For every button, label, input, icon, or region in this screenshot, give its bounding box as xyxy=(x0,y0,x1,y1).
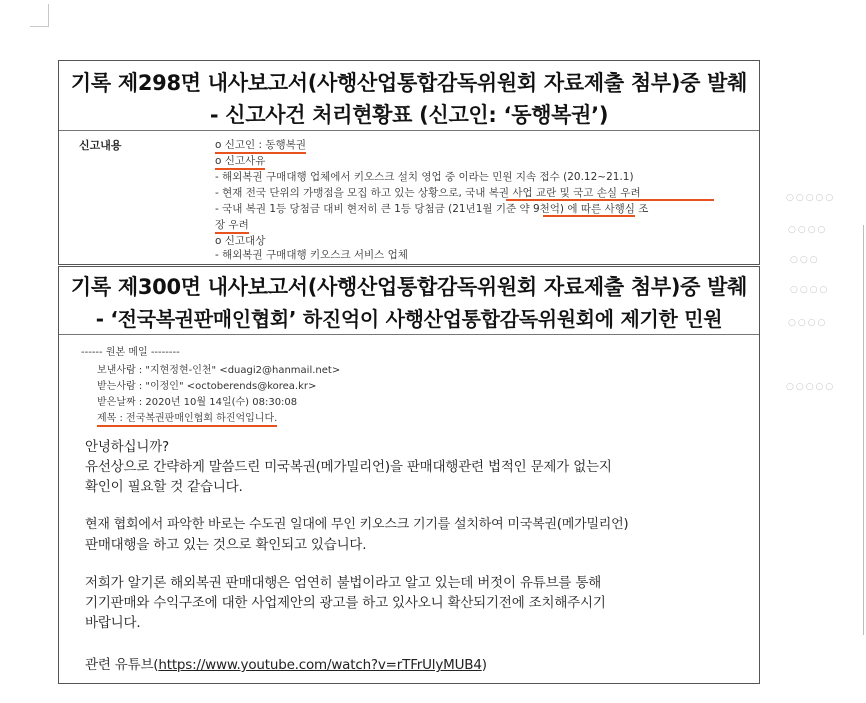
email-original-header: ------ 원본 메일 -------- xyxy=(81,347,180,358)
record-298-subtitle: - 신고사건 처리현황표 (신고인: ‘동행복권’) xyxy=(209,103,609,127)
report-line-8: - 해외복권 구매대행 키오스크 서비스 업체 xyxy=(215,249,408,261)
record-300-box xyxy=(58,266,760,684)
highlight-underline xyxy=(506,199,714,201)
scan-dots: ○○○ xyxy=(790,255,820,265)
divider xyxy=(59,334,759,335)
report-line-5: - 국내 복권 1등 당첨금 대비 현저히 큰 1등 당첨금 (21년1월 기준 약 9천억) 에 따른 사행심 조 xyxy=(215,203,649,215)
report-line-7: o 신고대상 xyxy=(215,235,266,247)
email-body-line: 안녕하십니까? xyxy=(85,439,170,455)
report-line-6: 장 우려 xyxy=(215,217,249,232)
email-body-line: 바랍니다. xyxy=(85,615,141,631)
email-from: 보낸사람 : "지현정현-인천" <duagi2@hanmail.net> xyxy=(97,365,341,376)
record-300-title: 기록 제300면 내사보고서(사행산업통합감독위원회 자료제출 첨부)중 발췌 xyxy=(70,275,748,299)
record-300-subtitle: - ‘전국복권판매인협회’ 하진억이 사행산업통합감독위원회에 제기한 민원 xyxy=(95,307,723,331)
highlight-underline xyxy=(543,215,635,217)
record-298-title: 기록 제298면 내사보고서(사행산업통합감독위원회 자료제출 첨부)중 발췌 xyxy=(70,71,748,95)
divider xyxy=(59,130,759,131)
scan-dots: ○○○○ xyxy=(790,285,830,295)
scan-dots: ○○○○○ xyxy=(786,382,836,392)
scan-dots: ○○○○ xyxy=(788,318,828,328)
youtube-link-line: 관련 유튜브(https://www.youtube.com/watch?v=rTFrUlyMUB4) xyxy=(85,657,487,673)
email-body-line: 유선상으로 간략하게 말씀드린 미국복권(메가밀리언)을 판매대행관련 법적인 문제가 없는지 xyxy=(85,459,612,475)
email-body-line: 현재 협회에서 파악한 바로는 수도권 일대에 무인 키오스크 기기를 설치하여 미국복권(메가밀리언) xyxy=(85,517,629,532)
email-to: 받는사람 : "이정인" <octoberends@korea.kr> xyxy=(97,381,317,392)
corner-crop-mark xyxy=(30,4,49,27)
record-298-box xyxy=(58,60,760,265)
email-body-line: 판매대행을 하고 있는 것으로 확인되고 있습니다. xyxy=(85,537,367,553)
report-line-1: o 신고인 : 동행복권 xyxy=(215,137,306,152)
report-line-3: - 해외복권 구매대행 업체에서 키오스크 설치 영업 중 이라는 민원 지속 접수 (20.12~21.1) xyxy=(215,171,634,183)
email-date: 받은날짜 : 2020년 10월 14일(수) 08:30:08 xyxy=(97,397,298,408)
report-content-label: 신고내용 xyxy=(79,139,122,152)
report-line-4: - 현재 전국 단위의 가맹점을 모집 하고 있는 상황으로, 국내 복권 사업 교란 및 국고 손실 우려 xyxy=(215,187,641,199)
youtube-link[interactable]: https://www.youtube.com/watch?v=rTFrUlyMUB4 xyxy=(158,657,482,673)
scan-dots: ○○○○○ xyxy=(786,193,836,203)
scan-dots: ○○○○ xyxy=(788,225,828,235)
scan-edge xyxy=(863,225,864,635)
report-line-2: o 신고사유 xyxy=(215,153,265,168)
email-body-line: 확인이 필요할 것 같습니다. xyxy=(85,479,243,495)
email-subject: 제목 : 전국복권판매인협회 하진억입니다. xyxy=(97,409,277,424)
email-body-line: 기기판매와 수익구조에 대한 사업제안의 광고를 하고 있사오니 확산되기전에 조치해주시기 xyxy=(85,595,606,611)
email-body-line: 저희가 알기론 해외복권 판매대행은 엄연히 불법이라고 알고 있는데 버젓이 유튜브를 통해 xyxy=(85,575,602,591)
